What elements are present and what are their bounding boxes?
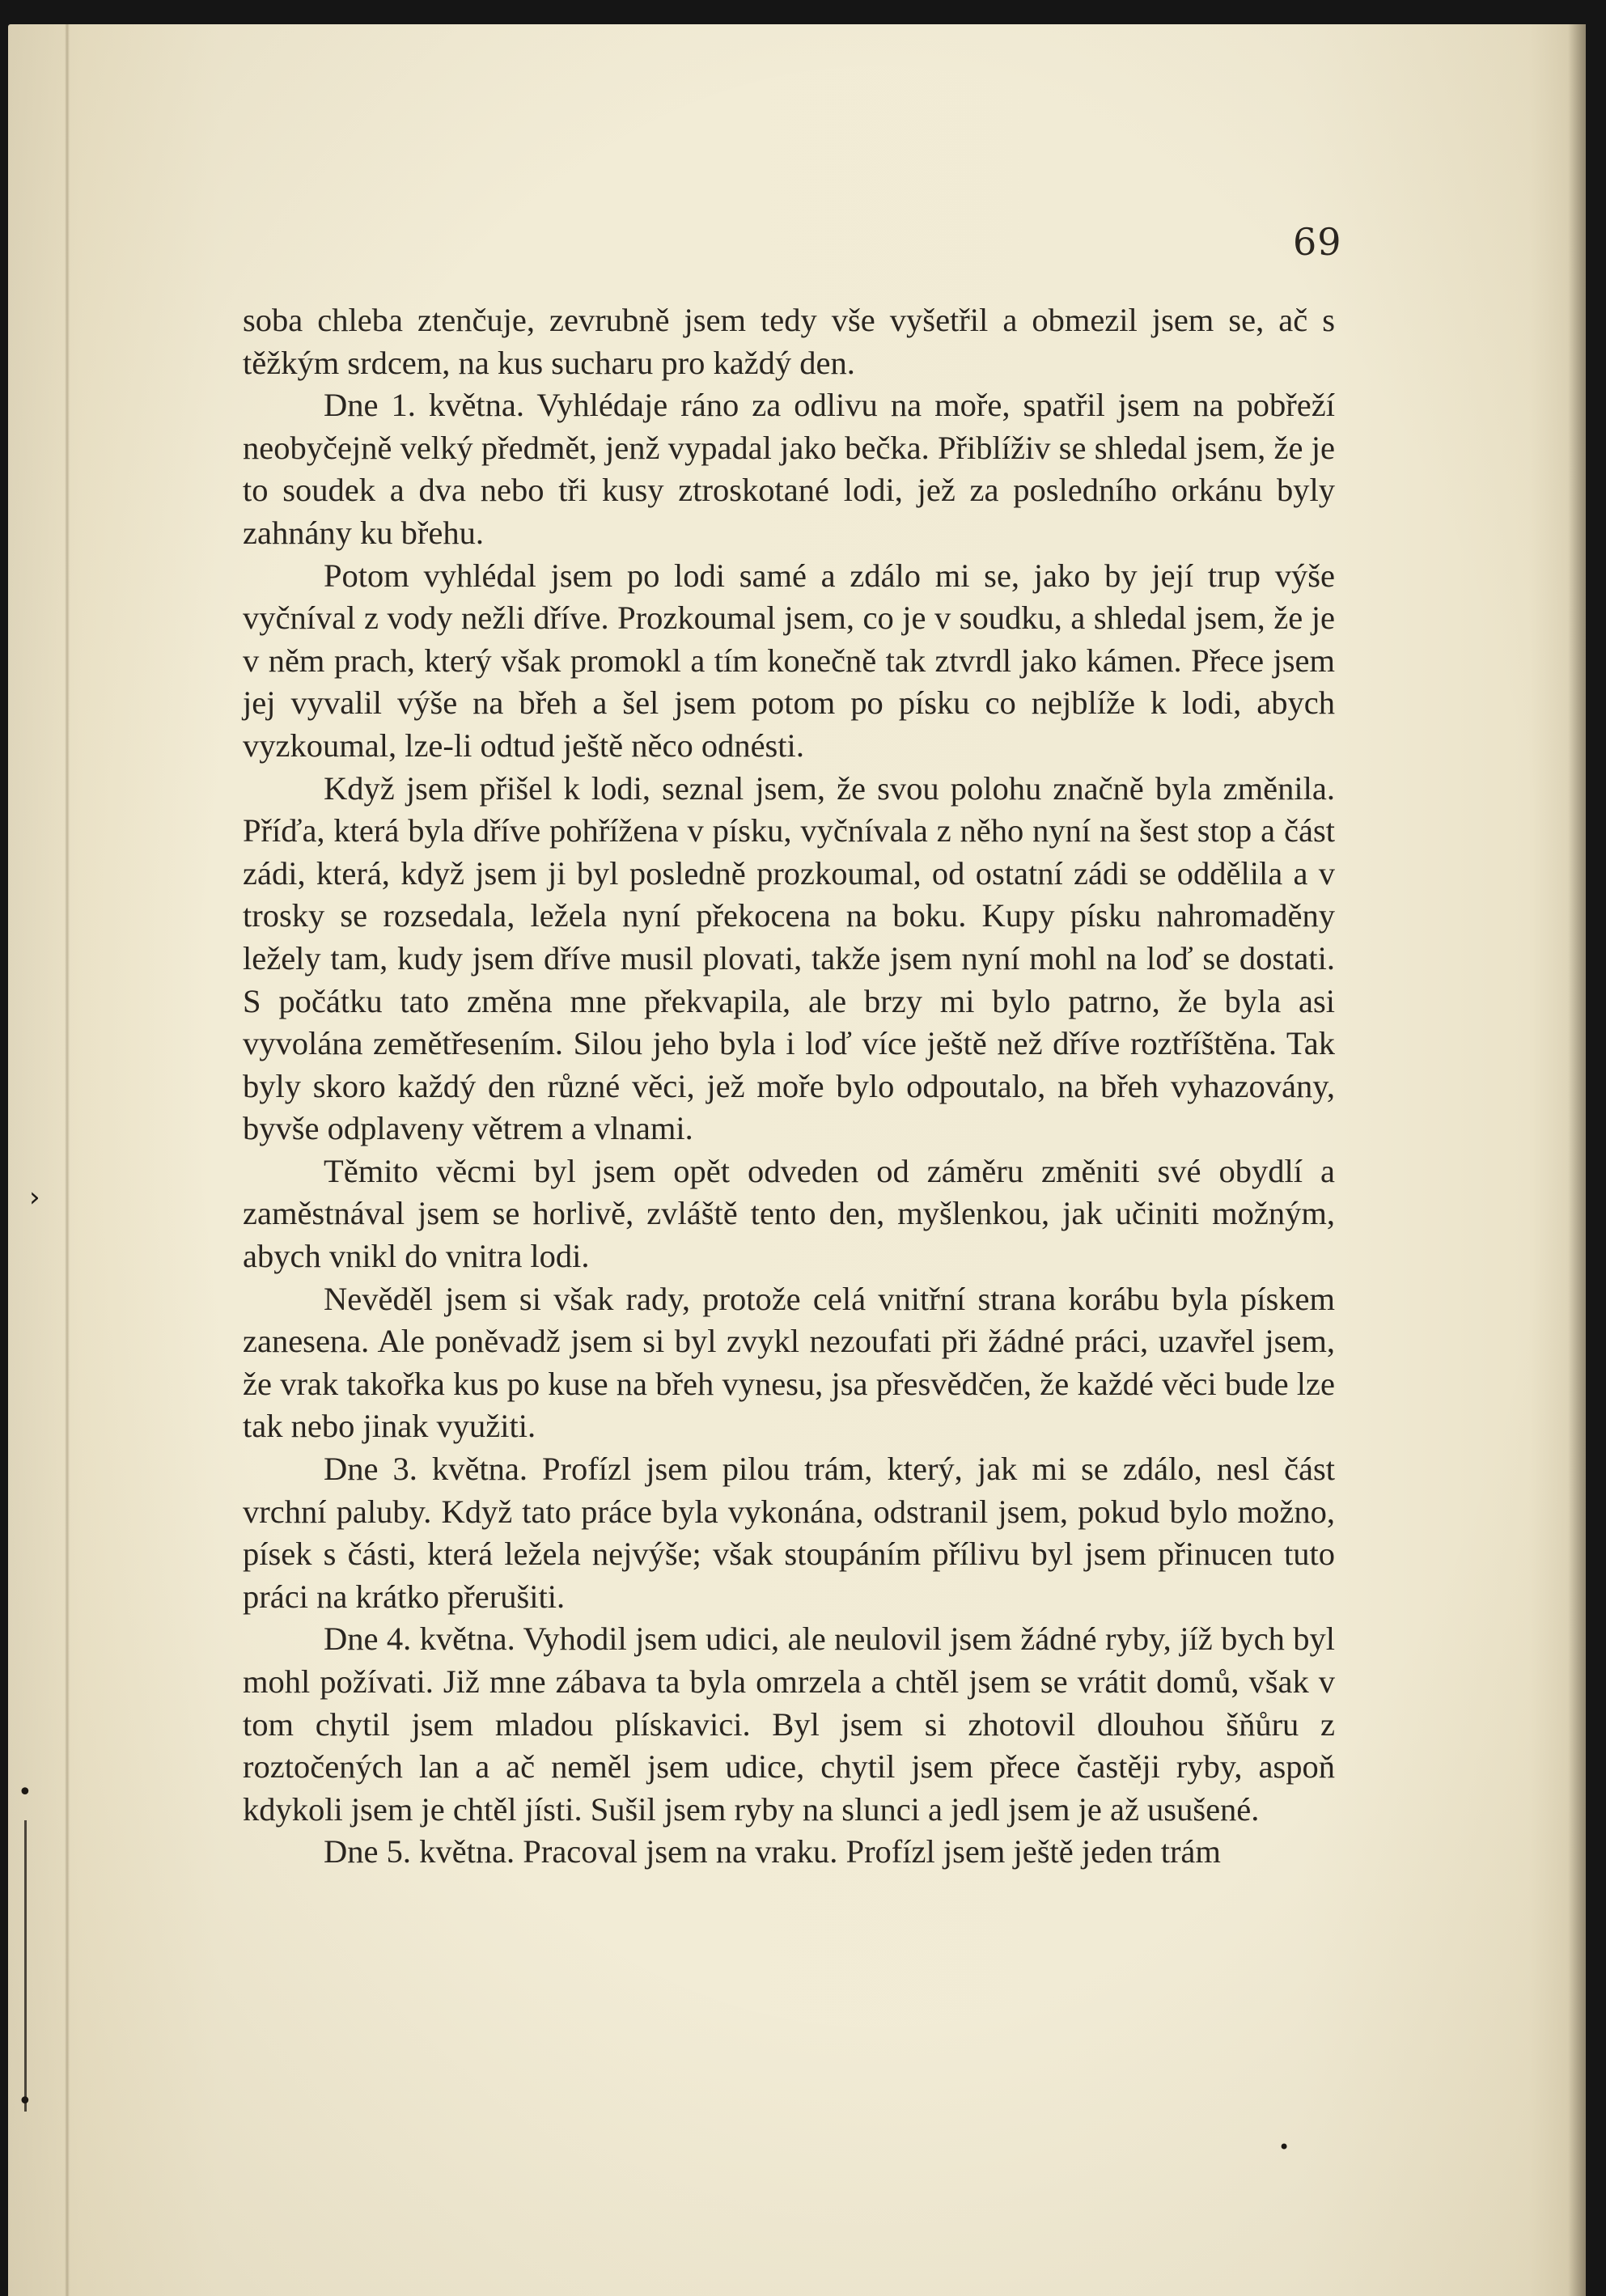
- margin-dot: •: [18, 2087, 32, 2116]
- stray-dot: •: [1278, 2136, 1290, 2158]
- paragraph: Když jsem přišel k lodi, seznal jsem, že svou polohu značně byla změnila. Příďa, která byla dříve pohřížena v písku, vyčnívala z něho nyní na šest stop a část zádi, která, když jsem ji byl posledně prozkoumal, od ostatní zádi se oddělila a v trosky se rozsedala, ležela nyní překocena na boku. Kupy písku nahromaděny ležely tam, kudy jsem dříve musil plovati, takže jsem nyní mohl na loď se dostati. S počátku tato změna mne překvapila, ale brzy mi bylo patrno, že byla asi vyvolána zemětřesením. Silou jeho byla i loď více ještě než dříve roztříštěna. Tak byly skoro každý den různé věci, jež moře bylo odpoutalo, na břeh vyhazovány, byvše odplaveny větrem a vlnami.: [243, 769, 1335, 1147]
- paragraph: Potom vyhlédal jsem po lodi samé a zdálo mi se, jako by její trup výše vyčníval z vody nežli dříve. Prozkoumal jsem, co je v soudku, a shledal jsem, že je v něm prach, který však promokl a tím konečně tak ztvrdl jako kámen. Přece jsem jej vyvalil výše na břeh a šel jsem potom po písku co nejblíže k lodi, abych vyzkoumal, lze-li odtud ještě něco odnésti.: [243, 557, 1335, 764]
- binding-gutter: [65, 24, 70, 2296]
- margin-rule: [24, 1820, 27, 2112]
- paragraph: Dne 3. května. Profízl jsem pilou trám, který, jak mi se zdálo, nesl část vrchní paluby. Když tato práce byla vykonána, odstranil jsem, pokud bylo možno, písek s části, která ležela nejvýše; však stoupáním přílivu byl jsem přinucen tuto práci na krátko přerušiti.: [243, 1451, 1335, 1615]
- paragraph: Dne 4. května. Vyhodil jsem udici, ale neulovil jsem žádné ryby, jíž bych byl mohl požívati. Již mne zábava ta byla omrzela a chtěl jsem se vrátit domů, však v tom chytil jsem mladou plískavici. Byl jsem si zhotovil dlouhou šňůru z roztočených lan a ač neměl jsem udice, chytil jsem přece častěji ryby, aspoň kdykoli jsem je chtěl jísti. Sušil jsem ryby na slunci a jedl jsem je až usušené.: [243, 1620, 1335, 1828]
- paragraph: Nevěděl jsem si však rady, protože celá vnitřní strana korábu byla pískem zanesena. Ale poněvadž jsem si byl zvykl nezoufati při žádné práci, uzavřel jsem, že vrak takořka kus po kuse na břeh vynesu, jsa přesvědčen, že každé věci bude lze tak nebo jinak využiti.: [243, 1280, 1335, 1445]
- margin-mark: ›: [29, 1181, 40, 1214]
- margin-dot: •: [18, 1778, 32, 1807]
- page-number: 69: [1293, 220, 1342, 264]
- paragraph: Dne 1. května. Vyhlédaje ráno za odlivu na moře, spatřil jsem na pobřeží neobyčejně velký předmět, jenž vypadal jako bečka. Přiblíživ se shledal jsem, že je to soudek a dva nebo tři kusy ztroskotané lodi, jež za posledního orkánu byly zahnány ku břehu.: [243, 387, 1335, 551]
- paragraph: Dne 5. května. Pracoval jsem na vraku. Profízl jsem ještě jeden trám: [324, 1833, 1221, 1870]
- body-text: [243, 299, 1335, 1874]
- paragraph: Těmito věcmi byl jsem opět odveden od záměru změniti své obydlí a zaměstnával jsem se horlivě, zvláště tento den, myšlenkou, jak učiniti možným, abych vnikl do vnitra lodi.: [243, 1152, 1335, 1275]
- paper-sheet: [8, 24, 1586, 2296]
- paragraph: soba chleba ztenčuje, zevrubně jsem tedy vše vyšetřil a obmezil jsem se, ač s těžkým srdcem, na kus sucharu pro každý den.: [243, 302, 1335, 381]
- page-edge-shadow: [1568, 24, 1586, 2296]
